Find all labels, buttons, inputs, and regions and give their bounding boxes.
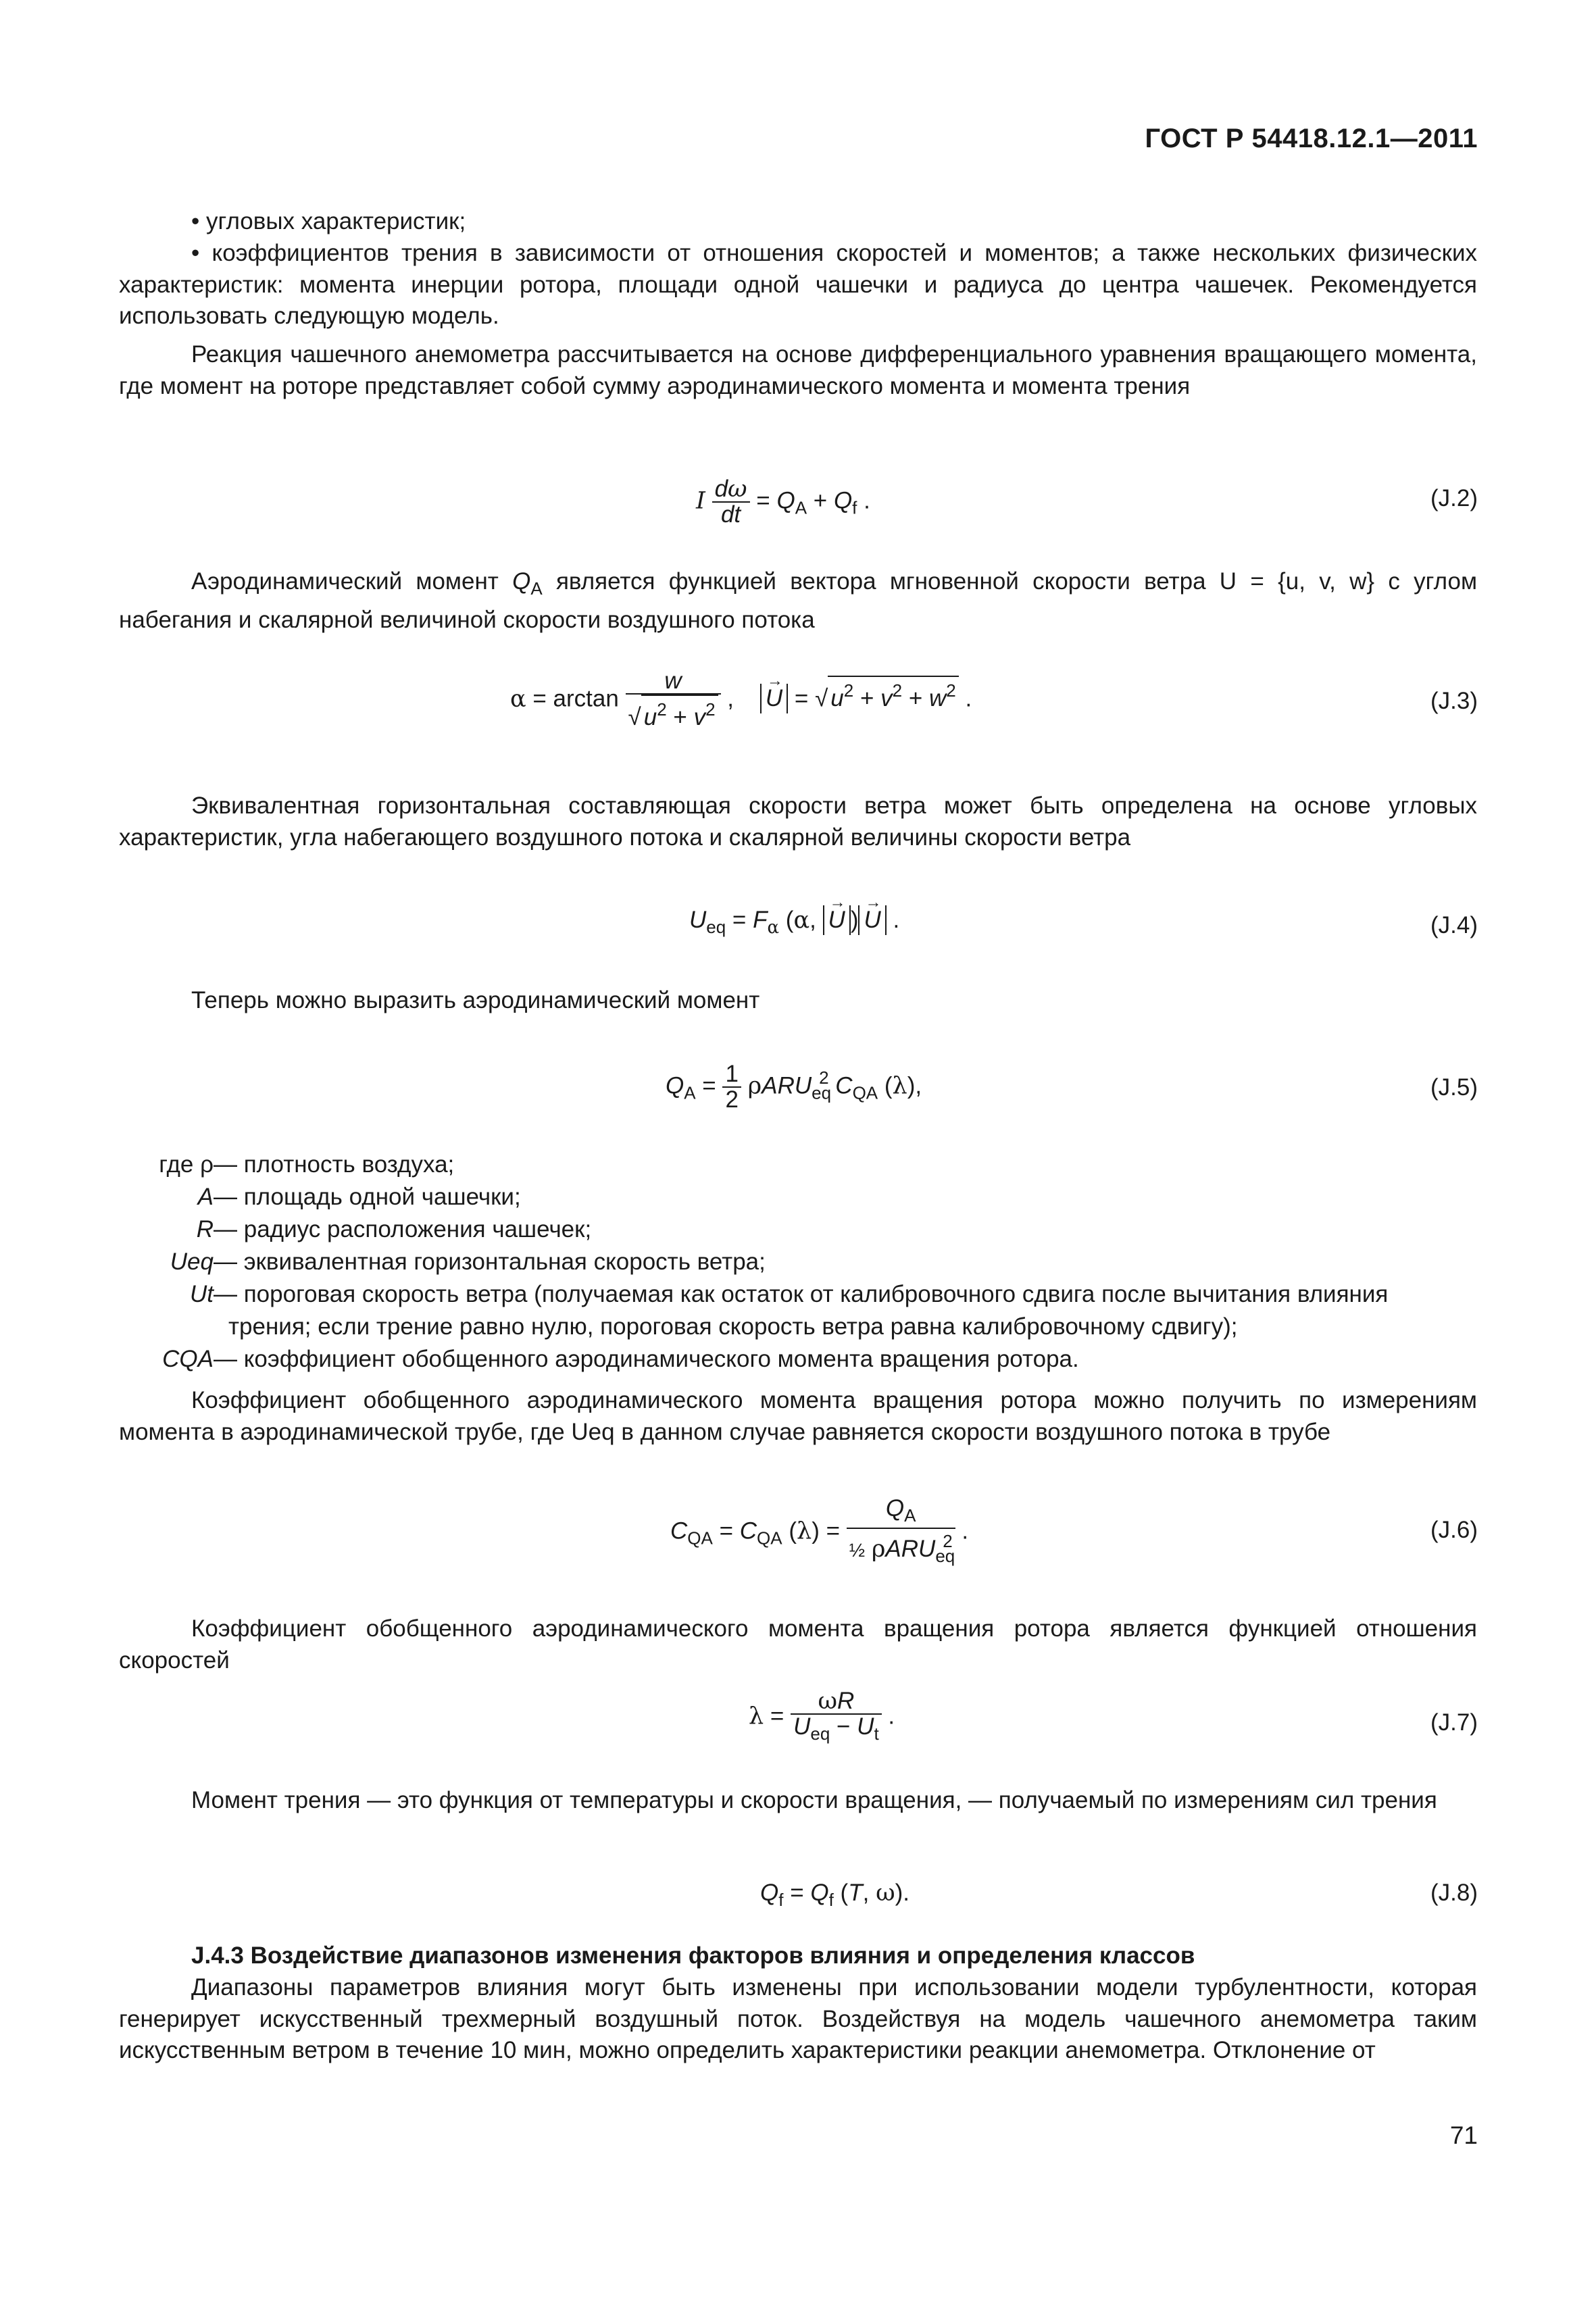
equation-number-j7: (J.7)	[1430, 1709, 1478, 1736]
legend-row: CQA — коэффициент обобщенного аэродинамического момента вращения ротора.	[162, 1346, 1079, 1372]
equation-j8: $Q_f = Q_f$ (T, ω).	[760, 1880, 909, 1910]
equation-j3: α = arctan $\frac{w}{√ u^2 + v^2}$ , → U = √ $u^2 + v^2 + w^2$ .	[510, 669, 972, 731]
equation-number-j4: (J.4)	[1430, 912, 1478, 938]
page-number: 71	[1449, 2121, 1478, 2149]
paragraph-influence-ranges: Диапазоны параметров влияния могут быть изменены при использовании модели турбулентности, которая генерирует искусственный трехмерный воздушный поток. Воздействуя на модель чашечного анемометра таким искусственным ветром в течение 10 мин, можно определить характеристики реакции анемометра. Отклонение от	[119, 1974, 1477, 2063]
standard-header: ГОСТ Р 54418.12.1—2011	[1145, 124, 1478, 153]
equation-number-j8: (J.8)	[1430, 1880, 1478, 1906]
equation-j2: I $\frac{d\omega}{dt}$ = $Q_A + Q_f$ .	[696, 476, 870, 528]
paragraph-aero-moment: Аэродинамический момент $Q_A$ является функцией вектора мгновенной скорости ветра U = {u, v, w} с углом набегания и скалярной величиной скорости воздушного потока	[119, 568, 1478, 633]
equation-number-j5: (J.5)	[1430, 1074, 1478, 1101]
paragraph-coefficient-function: Коэффициент обобщенного аэродинамического момента вращения ротора является функцией отношения скоростей	[119, 1615, 1477, 1674]
paragraph-torque-reaction: Реакция чашечного анемометра рассчитывается на основе дифференциального уравнения вращающего момента, где момент на роторе представляет собой сумму аэродинамического момента и момента трения	[119, 341, 1477, 399]
paragraph-express-moment: Теперь можно выразить аэродинамический момент	[191, 987, 760, 1013]
legend-row: Ueq — эквивалентная горизонтальная скорость ветра;	[170, 1249, 766, 1275]
legend-row: Ut — пороговая скорость ветра (получаемая как остаток от калибровочного сдвига после вычитания влияния	[190, 1281, 1389, 1307]
equation-number-j3: (J.3)	[1430, 688, 1478, 714]
legend-row: трения; если трение равно нулю, пороговая скорость ветра равна калибровочному сдвигу);	[228, 1313, 1238, 1340]
legend-row: R — радиус расположения чашечек;	[196, 1216, 592, 1242]
equation-number-j2: (J.2)	[1430, 485, 1478, 511]
equation-number-j6: (J.6)	[1430, 1517, 1478, 1543]
equation-j6: $C_{QA} = C_{QA}$ (λ) = $\frac{Q_A}{\frac{1}{2} \rho ARU_{eq}^2}$ .	[670, 1495, 969, 1566]
legend-row: где ρ — плотность воздуха;	[159, 1151, 455, 1178]
paragraph-bullet-angular: • угловых характеристик;	[191, 208, 466, 234]
legend-row: A — площадь одной чашечки;	[197, 1184, 521, 1210]
paragraph-coefficient-measure: Коэффициент обобщенного аэродинамического момента вращения ротора можно получить по измерениям момента в аэродинамической трубе, где Ueq в данном случае равняется скорости воздушного потока в трубе	[119, 1387, 1477, 1445]
section-heading: J.4.3 Воздействие диапазонов изменения факторов влияния и определения классов	[191, 1942, 1195, 1969]
paragraph-equivalent-speed: Эквивалентная горизонтальная составляющая скорости ветра может быть определена на основе угловых характеристик, угла набегающего воздушного потока и скалярной величины скорости ветра	[119, 793, 1477, 851]
equation-j4: $U_{eq} = F_\alpha$ (α, → U )→ U .	[689, 905, 899, 938]
equation-j5: $Q_A$ = $\frac{1}{2}$ ρARU$_{eq}^2$ $C_{QA}$ (λ),	[666, 1061, 922, 1113]
paragraph-friction-moment: Момент трения — это функция от температуры и скорости вращения, — получаемый по измерениям сил трения	[191, 1787, 1437, 1813]
equation-j7: λ = $\frac{\omega R}{U_{eq} - U_t}$ .	[749, 1688, 895, 1744]
symbol-legend	[119, 1149, 1477, 1376]
paragraph-bullet-friction: • коэффициентов трения в зависимости от отношения скоростей и моментов; а также нескольких физических характеристик: момента инерции ротора, площади одной чашечки и радиуса до центра чашечек. Рекомендуется использовать следующую модель.	[119, 240, 1477, 329]
